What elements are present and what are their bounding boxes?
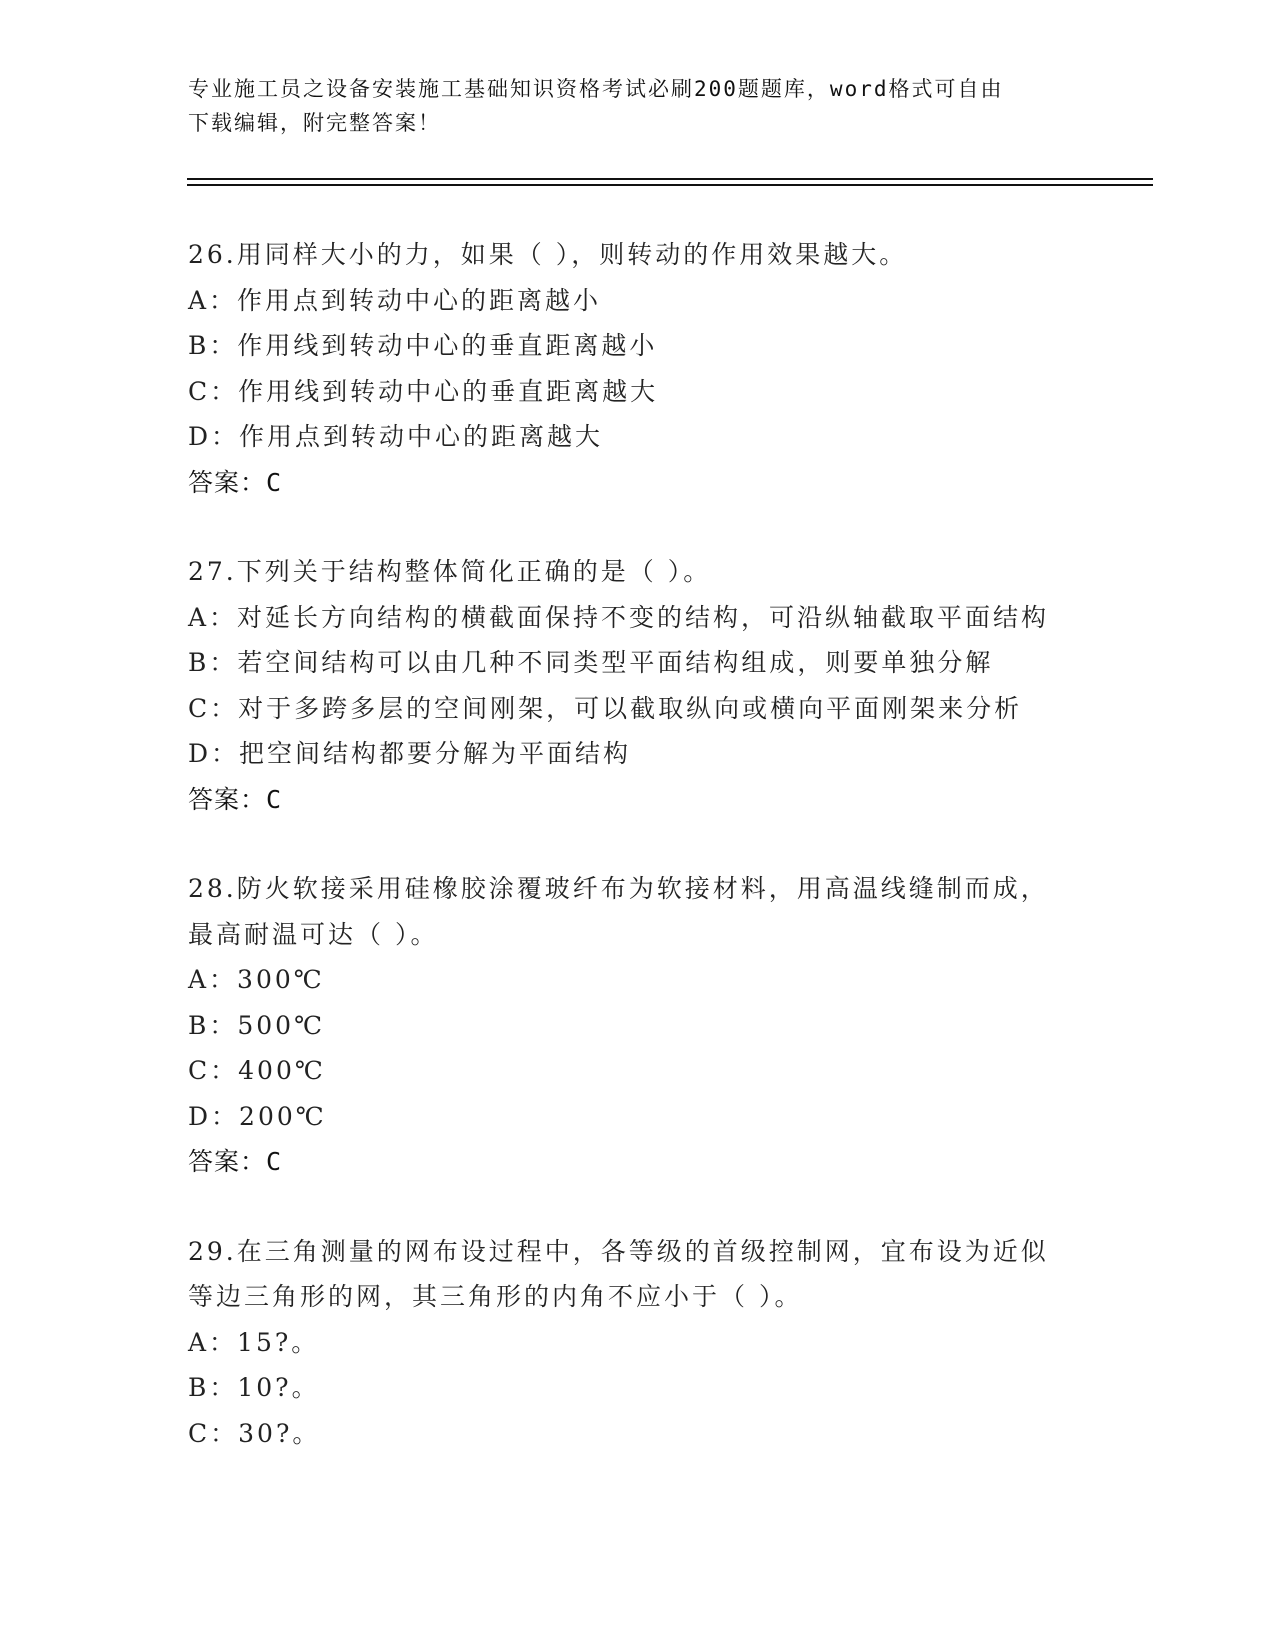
answer-option: D：把空间结构都要分解为平面结构 [188, 739, 632, 768]
answer-option: D：200℃ [188, 1101, 327, 1131]
document-header [188, 72, 1088, 140]
answer-option: A：15?。 [188, 1327, 320, 1357]
question-stem-line: 等边三角形的网，其三角形的内角不应小于（ ）。 [188, 1282, 803, 1311]
question-stem-line: 最高耐温可达（ ）。 [188, 919, 439, 949]
question-stem-line: 27.下列关于结构整体简化正确的是（ ）。 [188, 557, 712, 586]
answer-key: 答案：C [188, 784, 283, 814]
header-divider-bottom [187, 184, 1153, 186]
answer-option: A：300℃ [188, 965, 325, 994]
answer-option: B：500℃ [188, 1010, 326, 1040]
question-stem-line: 26.用同样大小的力，如果（ ），则转动的作用效果越大。 [188, 240, 908, 269]
answer-option: C：30?。 [188, 1418, 321, 1448]
answer-option: B：作用线到转动中心的垂直距离越小 [188, 331, 658, 360]
answer-option: B：若空间结构可以由几种不同类型平面结构组成，则要单独分解 [188, 648, 994, 677]
question-list [188, 232, 1188, 1500]
answer-option: C：对于多跨多层的空间刚架，可以截取纵向或横向平面刚架来分析 [188, 693, 1023, 723]
question-block [188, 232, 1188, 505]
question-block [188, 866, 1188, 1185]
header-line-2: 下载编辑，附完整答案！ [188, 111, 441, 135]
answer-option: B：10?。 [188, 1373, 320, 1402]
answer-option: C：作用线到转动中心的垂直距离越大 [188, 376, 659, 406]
answer-key: 答案：C [188, 467, 283, 497]
question-stem-line: 28.防火软接采用硅橡胶涂覆玻纤布为软接材料，用高温线缝制而成， [188, 874, 1049, 903]
question-block [188, 549, 1188, 822]
answer-option: A：作用点到转动中心的距离越小 [188, 285, 602, 315]
answer-key: 答案：C [188, 1147, 283, 1176]
answer-option: D：作用点到转动中心的距离越大 [188, 422, 604, 451]
header-line-1: 专业施工员之设备安装施工基础知识资格考试必刷200题题库，word格式可自由 [188, 77, 1004, 101]
question-block [188, 1229, 1188, 1457]
header-divider-top [187, 178, 1153, 180]
answer-option: A：对延长方向结构的横截面保持不变的结构，可沿纵轴截取平面结构 [188, 602, 1050, 632]
answer-option: C：400℃ [188, 1056, 326, 1085]
question-stem-line: 29.在三角测量的网布设过程中，各等级的首级控制网，宜布设为近似 [188, 1236, 1049, 1266]
